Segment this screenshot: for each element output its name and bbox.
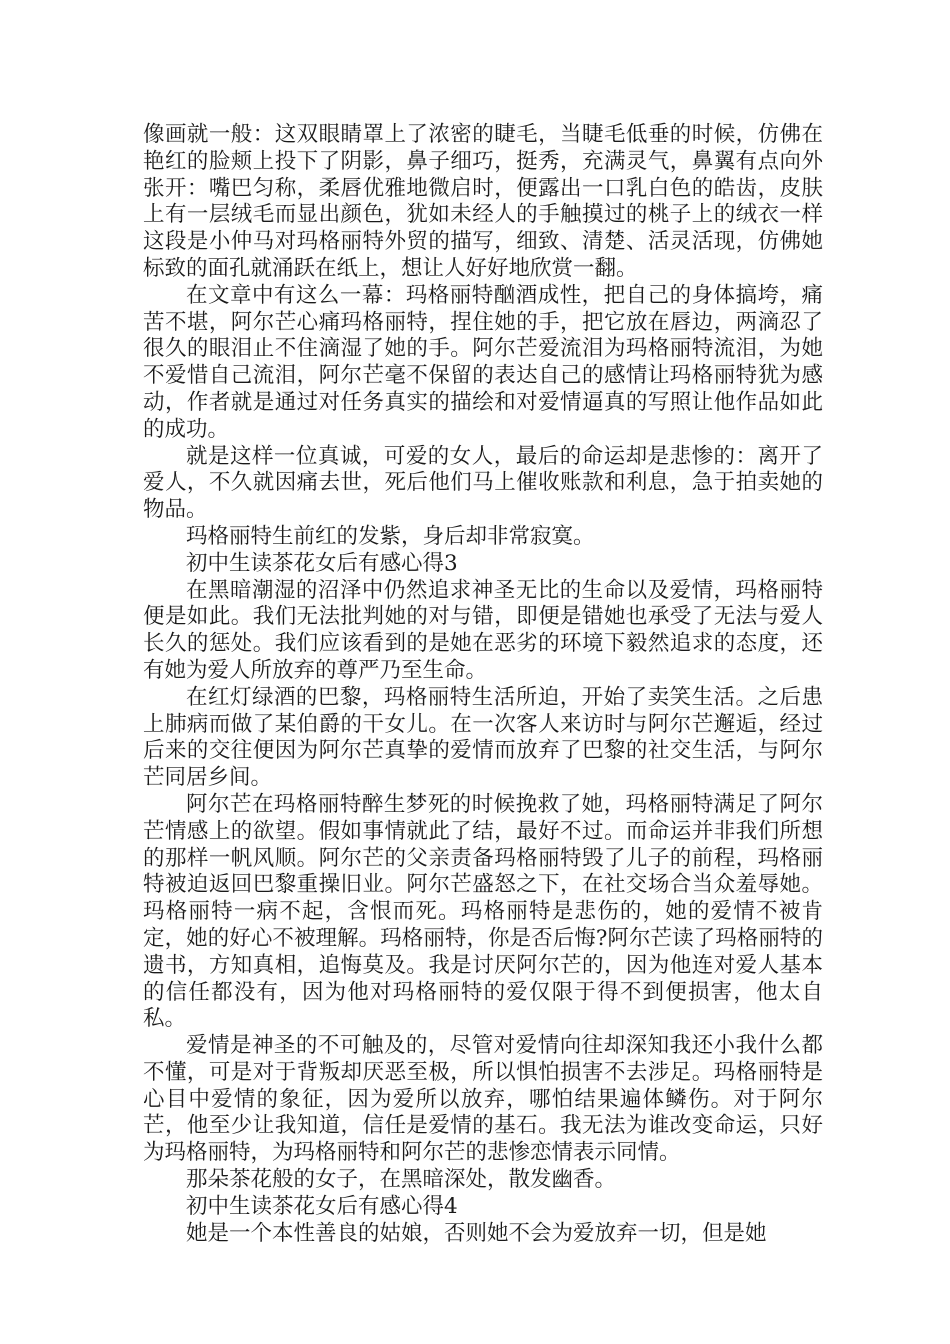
paragraph: 就是这样一位真诚，可爱的女人，最后的命运却是悲惨的：离开了爱人，不久就因痛去世，死后他们马上催收账款和利息，急于拍卖她的物品。	[143, 443, 823, 523]
paragraph: 在文章中有这么一幕：玛格丽特酗酒成性，把自己的身体搞垮，痛苦不堪，阿尔芒心痛玛格丽特，捏住她的手，把它放在唇边，两滴忍了很久的眼泪止不住滴湿了她的手。阿尔芒爱流泪为玛格丽特流泪，为她不爱惜自己流泪，阿尔芒毫不保留的表达自己的感情让玛格丽特犹为感动，作者就是通过对任务真实的描绘和对爱情逼真的写照让他作品如此的成功。	[143, 282, 823, 442]
paragraph: 那朵茶花般的女子，在黑暗深处，散发幽香。	[186, 1167, 617, 1193]
paragraph: 在黑暗潮湿的沼泽中仍然追求神圣无比的生命以及爱情，玛格丽特便是如此。我们无法批判她的对与错，即便是错她也承受了无法与爱人长久的惩处。我们应该看到的是她在恶劣的环境下毅然追求的态度，还有她为爱人所放弃的尊严乃至生命。	[143, 577, 823, 683]
paragraph: 她是一个本性善良的姑娘，否则她不会为爱放弃一切，但是她	[186, 1220, 767, 1246]
section-heading: 初中生读茶花女后有感心得4	[186, 1193, 458, 1219]
paragraph-continued: 像画就一般：这双眼睛罩上了浓密的睫毛，当睫毛低垂的时候，仿佛在艳红的脸颊上投下了阴影，鼻子细巧，挺秀，充满灵气，鼻翼有点向外张开：嘴巴匀称，柔唇优雅地微启时，便露出一口乳白色的皓齿，皮肤上有一层绒毛而显出颜色，犹如未经人的手触摸过的桃子上的绒衣一样这段是小仲马对玛格丽特外贸的描写，细致、清楚、活灵活现，仿佛她标致的面孔就涌跃在纸上，想让人好好地欣赏一翻。	[143, 122, 823, 281]
paragraph: 在红灯绿酒的巴黎，玛格丽特生活所迫，开始了卖笑生活。之后患上肺病而做了某伯爵的干女儿。在一次客人来访时与阿尔芒邂逅，经过后来的交往便因为阿尔芒真挚的爱情而放弃了巴黎的社交生活，与阿尔芒同居乡间。	[143, 684, 823, 791]
paragraph: 阿尔芒在玛格丽特醉生梦死的时候挽救了她，玛格丽特满足了阿尔芒情感上的欲望。假如事情就此了结，最好不过。而命运并非我们所想的那样一帆风顺。阿尔芒的父亲责备玛格丽特毁了儿子的前程，玛格丽特被迫返回巴黎重操旧业。阿尔芒盛怒之下，在社交场合当众羞辱她。玛格丽特一病不起，含恨而死。玛格丽特是悲伤的，她的爱情不被肯定，她的好心不被理解。玛格丽特，你是否后悔?阿尔芒读了玛格丽特的遗书，方知真相，追悔莫及。我是讨厌阿尔芒的，因为他连对爱人基本的信任都没有，因为他对玛格丽特的爱仅限于得不到便损害，他太自私。	[143, 791, 823, 1032]
section-heading: 初中生读茶花女后有感心得3	[186, 550, 458, 576]
paragraph: 玛格丽特生前红的发紫，身后却非常寂寞。	[186, 523, 595, 549]
paragraph: 爱情是神圣的不可触及的，尽管对爱情向往却深知我还小我什么都不懂，可是对于背叛却厌恶至极，所以惧怕损害不去涉足。玛格丽特是心目中爱情的象征，因为爱所以放弃，哪怕结果遍体鳞伤。对于阿尔芒，他至少让我知道，信任是爱情的基石。我无法为谁改变命运，只好为玛格丽特，为玛格丽特和阿尔芒的悲惨恋情表示同情。	[143, 1033, 823, 1166]
document-body	[143, 122, 823, 1247]
